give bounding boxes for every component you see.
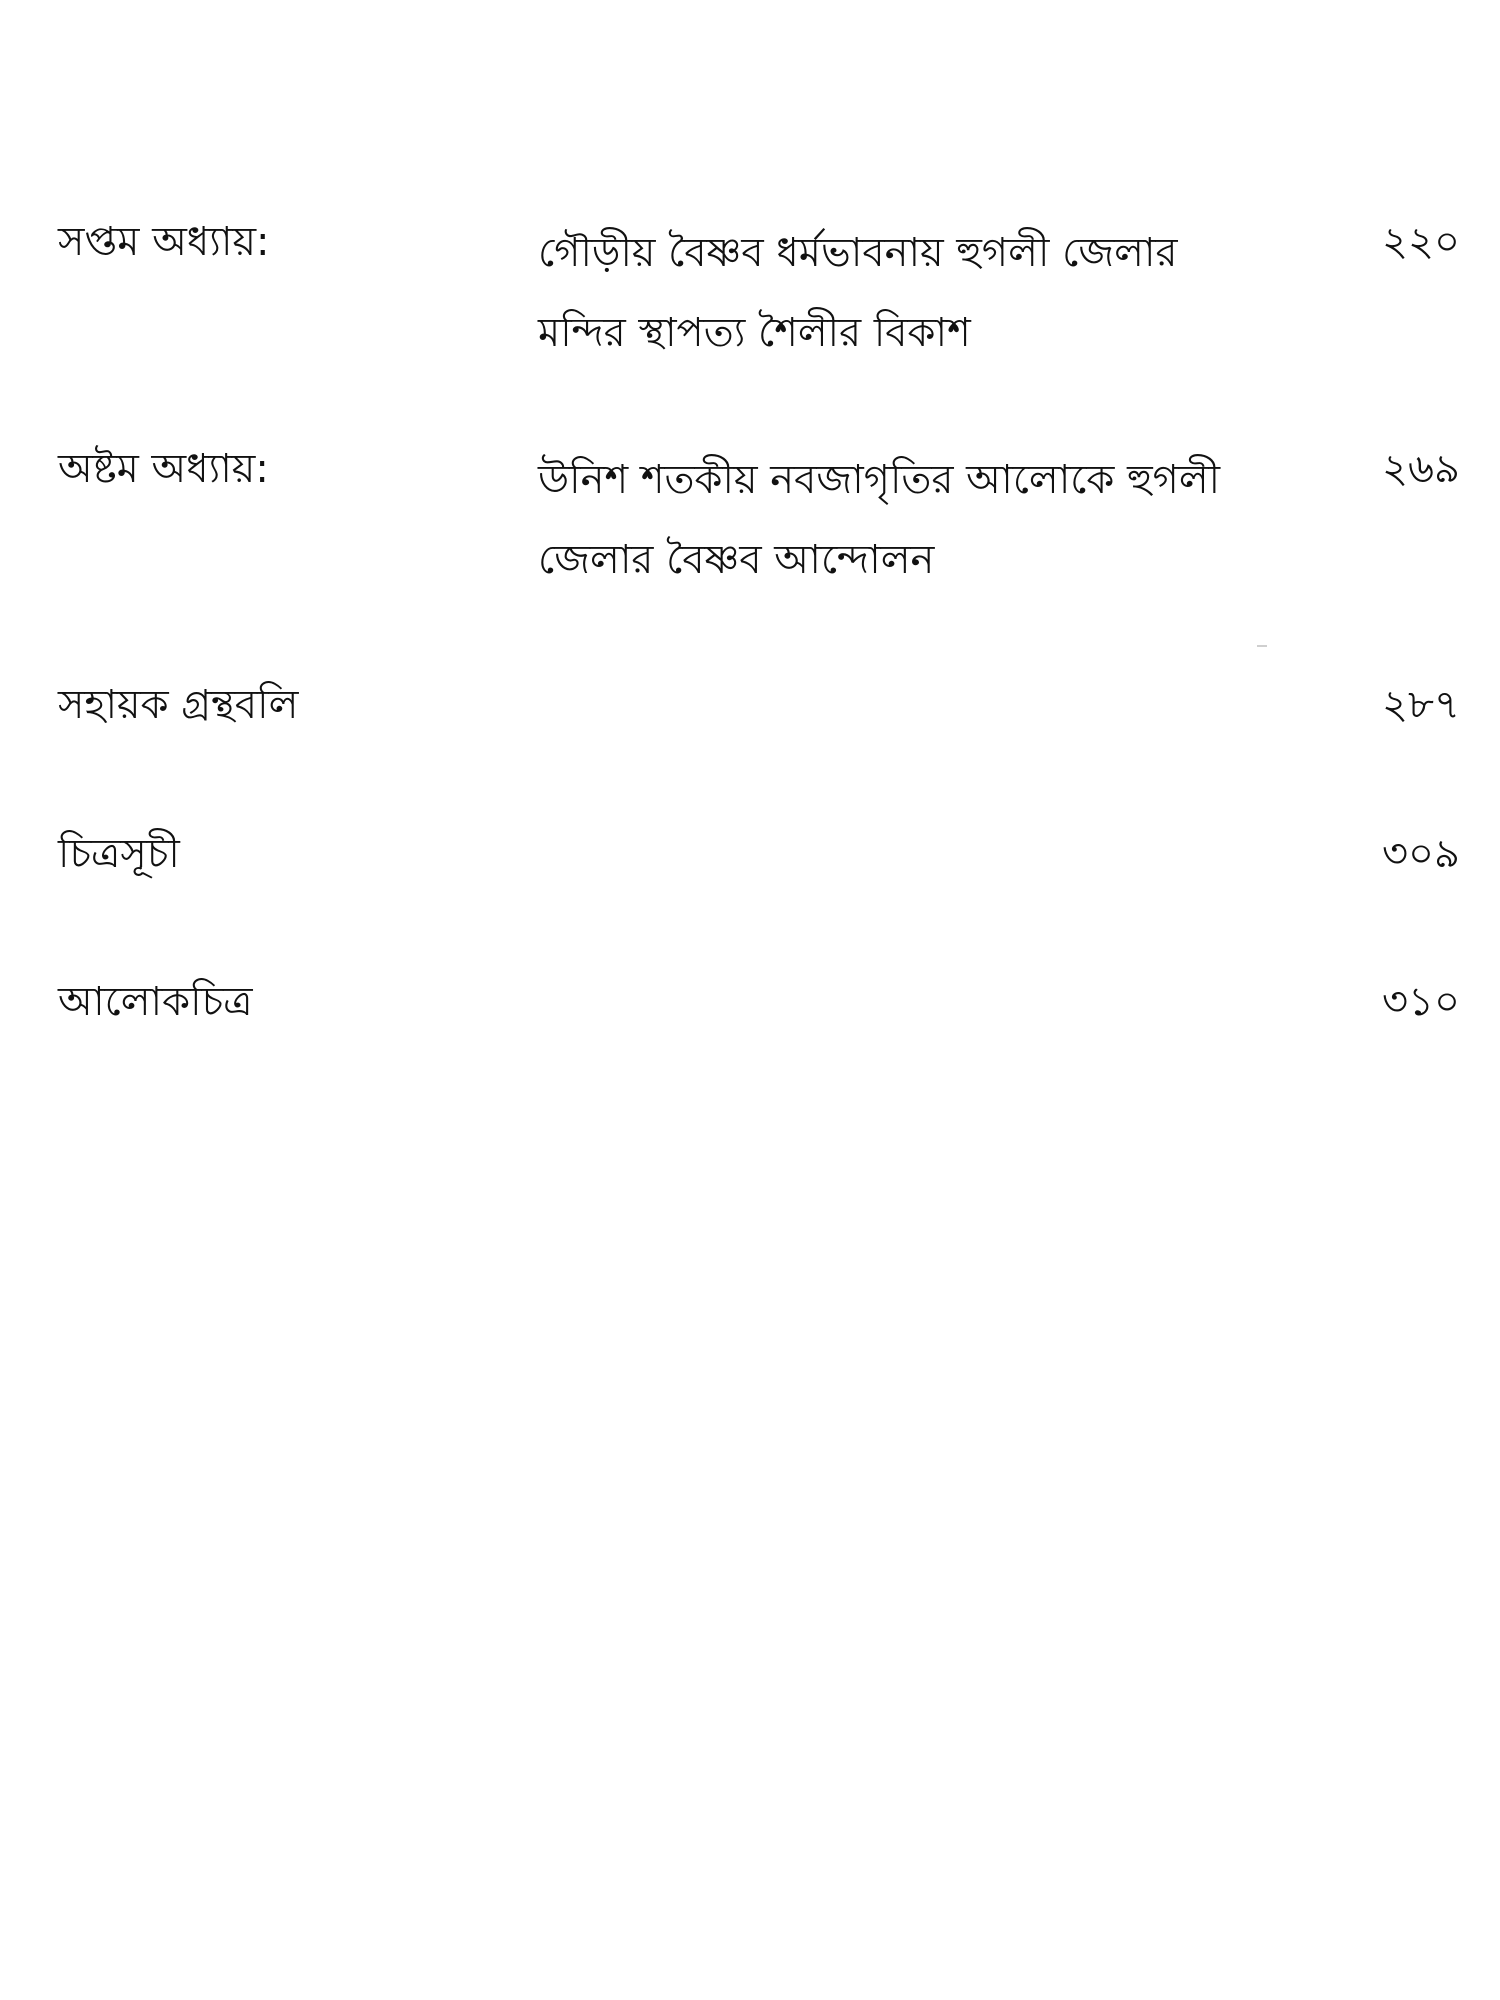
chapter-title-line: উনিশ শতকীয় নবজাগৃতির আলোকে হুগলী: [538, 457, 1221, 503]
chapter-title-line: জেলার বৈষ্ণব আন্দোলন: [538, 537, 935, 583]
section-label: সহায়ক গ্রন্থবলি: [58, 682, 299, 728]
chapter-title-line: মন্দির স্থাপত্য শৈলীর বিকাশ: [538, 310, 971, 356]
page-number: ২২০: [1381, 219, 1460, 265]
chapter-title-line: গৌড়ীয় বৈষ্ণব ধর্মভাবনায় হুগলী জেলার: [538, 230, 1178, 276]
section-label: আলোকচিত্র: [58, 979, 253, 1025]
scan-speck: [1257, 645, 1267, 647]
chapter-title: [538, 440, 1298, 600]
section-label: চিত্রসূচী: [58, 831, 180, 877]
page-number: ২৮৭: [1382, 682, 1460, 728]
page-number: ৩০৯: [1382, 831, 1460, 877]
page-number: ২৬৯: [1382, 446, 1460, 492]
page-number: ৩১০: [1382, 979, 1460, 1025]
chapter-label: অষ্টম অধ্যায়:: [58, 446, 269, 492]
chapter-title: [538, 213, 1298, 373]
chapter-label: সপ্তম অধ্যায়:: [58, 219, 270, 265]
